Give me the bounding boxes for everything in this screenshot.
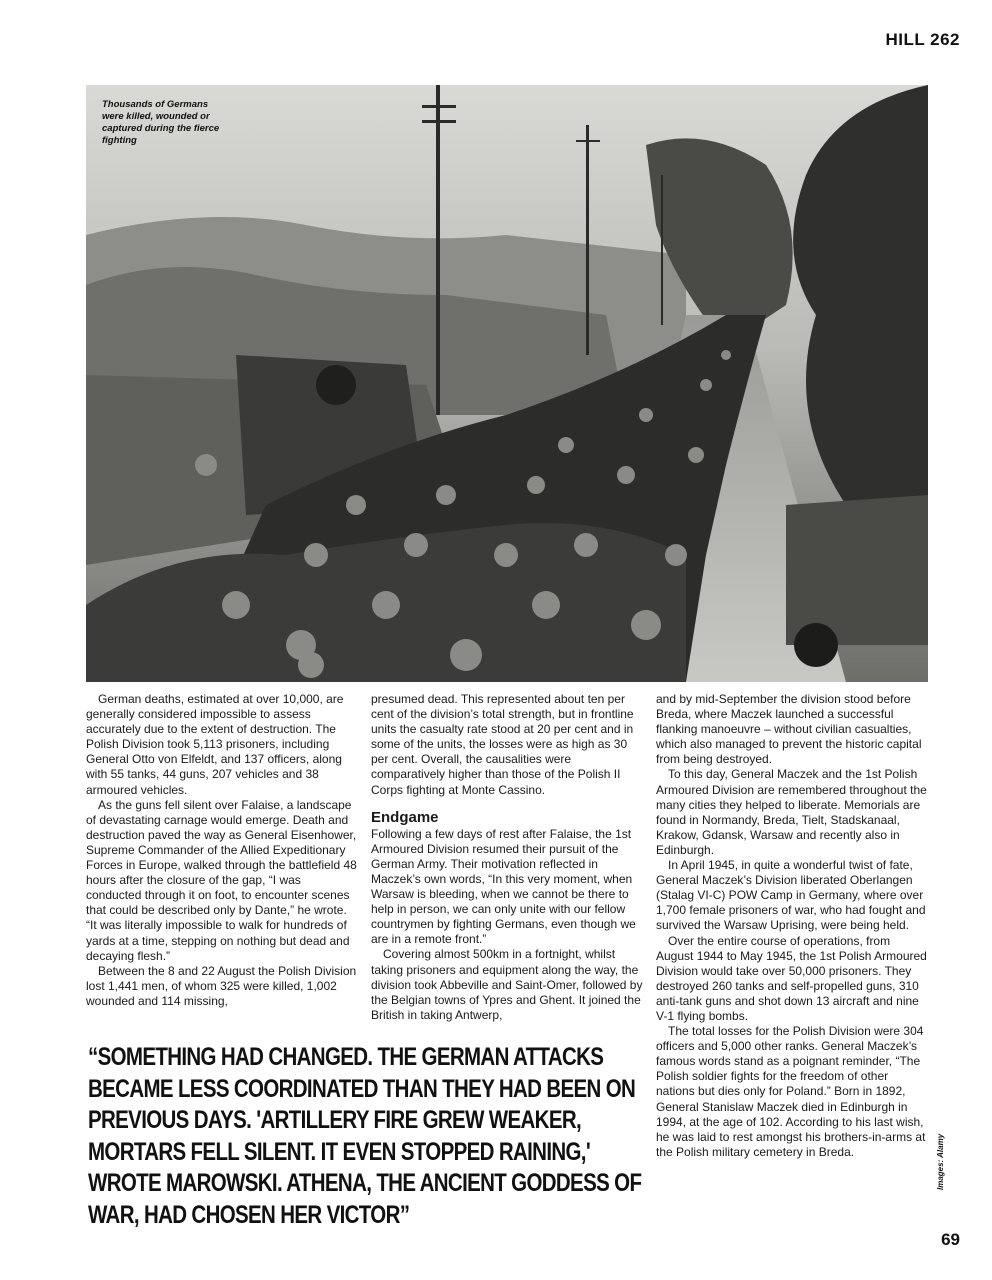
text-column-1	[86, 692, 358, 1009]
image-credit: Images: Alamy	[936, 1133, 945, 1190]
photo-german-prisoners	[86, 85, 928, 682]
pull-quote: “SOMETHING HAD CHANGED. THE GERMAN ATTACKS BECAME LESS COORDINATED THAN THEY HAD BEEN ON PREVIOUS DAYS. 'ARTILLERY FIRE GREW WEAKER, MORTARS FELL SILENT. IT EVEN STOPPED RAINING,' WROTE MAROWSKI. ATHENA, THE ANCIENT GODDESS OF WAR, HAD CHOSEN HER VICTOR”	[88, 1043, 642, 1229]
page-number: 69	[941, 1230, 960, 1249]
section-title: HILL 262	[885, 30, 960, 49]
section-heading: Endgame	[371, 808, 439, 826]
paragraph: In April 1945, in quite a wonderful twist of fate, General Maczek’s Division liberated Oberlangen (Stalag VI-C) POW Camp in Germany, where over 1,700 female prisoners of war, who had fought and survived the Warsaw Uprising, were being held.	[656, 858, 926, 933]
paragraph: The total losses for the Polish Division were 304 officers and 5,000 other ranks. General Maczek’s famous words stand as a poignant reminder, “The Polish soldier fights for the freedom of other nations but dies only for Poland.” Born in 1892, General Stanislaw Maczek died in Edinburgh in 1994, at the age of 102. According to his last wish, he was laid to rest amongst his brothers-in-arms at the Polish military cemetery in Breda.	[656, 1024, 926, 1159]
paragraph: presumed dead. This represented about ten per cent of the division’s total strength, but in frontline units the casualty rate stood at 20 per cent and in some of the units, the losses were as high as 30 per cent. Overall, the causalities were comparatively higher than those of the Polish II Corps fighting at Monte Cassino.	[371, 692, 634, 797]
photo-caption: Thousands of Germans were killed, wounded or captured during the fierce fighting	[102, 99, 220, 146]
paragraph: German deaths, estimated at over 10,000, are generally considered impossible to assess accurately due to the extent of destruction. The Polish Division took 5,113 prisoners, including General Otto von Elfeldt, and 137 officers, along with 55 tanks, 44 guns, 207 vehicles and 38 armoured vehicles.	[86, 692, 344, 797]
text-column-2	[371, 692, 643, 1023]
paragraph: and by mid-September the division stood before Breda, where Maczek launched a successful flanking manoeuvre – without civilian casualties, which also managed to prevent the historic capital from being destroyed.	[656, 692, 922, 767]
paragraph: Following a few days of rest after Falaise, the 1st Armoured Division resumed their pursuit of the German Army. Their motivation reflected in Maczek’s own words, “In this very moment, when Warsaw is bleeding, when we cannot be there to help in person, we can only unite with our fellow countrymen by fighting Germans, even though we are in a remote front.”	[371, 826, 636, 947]
photo-illustration	[86, 85, 928, 682]
paragraph: Covering almost 500km in a fortnight, whilst taking prisoners and equipment along the way, the division took Abbeville and Saint-Omer, followed by the Belgian towns of Ypres and Ghent. It joined the British in taking Antwerp,	[371, 947, 643, 1022]
paragraph: To this day, General Maczek and the 1st Polish Armoured Division are remembered throughout the many cities they helped to liberate. Memorials are found in Normandy, Breda, Tielt, Stadskanaal, Krakow, Gdansk, Warsaw and recently also in Edinburgh.	[656, 767, 927, 857]
text-column-3	[656, 692, 928, 1160]
paragraph: Over the entire course of operations, from August 1944 to May 1945, the 1st Polish Armoured Division would take over 50,000 prisoners. They destroyed 260 tanks and self-propelled guns, 310 anti-tank guns and shot down 13 aircraft and nine V-1 flying bombs.	[656, 933, 927, 1023]
paragraph: As the guns fell silent over Falaise, a landscape of devastating carnage would emerge. Death and destruction paved the way as General Eisenhower, Supreme Commander of the Allied Expeditionary Forces in Europe, walked through the battlefield 48 hours after the closure of the gap, “I was conducted through it on foot, to encounter scenes that could be described only by Dante,” he wrote. “It was literally impossible to walk for hundreds of yards at a time, stepping on nothing but dead and decaying flesh.”	[86, 797, 357, 963]
paragraph: Between the 8 and 22 August the Polish Division lost 1,441 men, of whom 325 were killed, 1,002 wounded and 114 missing,	[86, 963, 357, 1008]
